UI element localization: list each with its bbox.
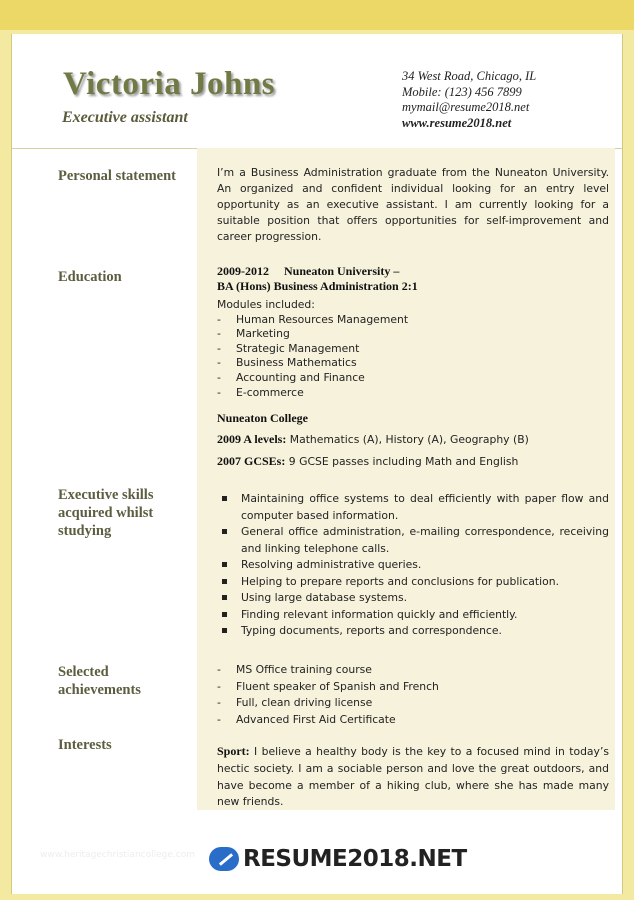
contact-website[interactable]: www.resume2018.net <box>402 115 512 130</box>
candidate-name: Victoria Johns <box>63 66 276 102</box>
list-item: Resolving administrative queries. <box>217 557 609 574</box>
gcse-value: 9 GCSE passes including Math and English <box>285 455 519 469</box>
section-label-education: Education <box>58 269 122 285</box>
modules-intro: Modules included: <box>217 298 315 311</box>
list-item: - Human Resources Management <box>217 313 609 328</box>
gcse-label: 2007 GCSEs: <box>217 454 286 469</box>
top-accent-band <box>0 0 634 30</box>
education-block <box>217 264 609 470</box>
list-item: - MS Office training course <box>217 662 609 679</box>
education-gcses <box>217 453 609 470</box>
list-item: - Strategic Management <box>217 342 609 357</box>
education-university-line2: BA (Hons) Business Administration 2:1 <box>217 279 418 293</box>
education-college: Nuneaton College <box>217 411 308 426</box>
a-levels-value: Mathematics (A), History (A), Geography (B) <box>286 433 529 447</box>
a-levels-label: 2009 A levels: <box>217 432 287 447</box>
contact-email[interactable]: mymail@resume2018.net <box>402 100 530 114</box>
section-label-interests: Interests <box>58 737 112 753</box>
section-label-achievements <box>58 663 141 699</box>
contact-address: 34 West Road, Chicago, IL <box>402 69 537 83</box>
skills-label-line3: studying <box>58 523 112 539</box>
list-item: Maintaining office systems to deal efficiently with paper flow and computer based information. <box>217 491 609 524</box>
contact-mobile: Mobile: (123) 456 7899 <box>402 84 522 99</box>
list-item: - Marketing <box>217 327 609 342</box>
resume2018-logo[interactable] <box>209 846 467 872</box>
interests-sport-label: Sport: <box>217 744 250 758</box>
skills-label-line1: Executive skills <box>58 487 154 503</box>
contact-info <box>402 69 536 131</box>
skills-list <box>217 491 609 640</box>
watermark: www.heritagechristiancollege.com <box>40 850 195 860</box>
section-label-skills <box>58 486 153 540</box>
interests-sport-text: I believe a healthy body is the key to a focused mind in today’s hectic society. I am a sociable person and love the great outdoors, and have become a member of a hiking club, where she has made many new friends. <box>217 745 609 809</box>
interests-text <box>217 743 609 811</box>
achievements-list <box>217 662 609 728</box>
list-item: General office administration, e-mailing correspondence, receiving and linking telephone calls. <box>217 524 609 557</box>
section-label-personal-statement: Personal statement <box>58 168 176 184</box>
pen-icon <box>209 847 239 871</box>
list-item: - Advanced First Aid Certificate <box>217 712 609 729</box>
list-item: - E-commerce <box>217 386 609 401</box>
achievements-label-line1: Selected <box>58 664 109 680</box>
list-item: Finding relevant information quickly and efficiently. <box>217 607 609 624</box>
skills-label-line2: acquired whilst <box>58 505 154 521</box>
achievements-label-line2: achievements <box>58 682 141 698</box>
list-item: - Accounting and Finance <box>217 371 609 386</box>
resume-page <box>11 34 623 894</box>
list-item: - Full, clean driving license <box>217 695 609 712</box>
list-item: - Business Mathematics <box>217 356 609 371</box>
job-title: Executive assistant <box>62 109 188 126</box>
education-university-line1: 2009-2012 Nuneaton University – <box>217 264 400 278</box>
list-item: Using large database systems. <box>217 590 609 607</box>
list-item: Helping to prepare reports and conclusions for publication. <box>217 574 609 591</box>
list-item: - Fluent speaker of Spanish and French <box>217 679 609 696</box>
education-a-levels <box>217 431 609 448</box>
personal-statement-text: I’m a Business Administration graduate from the Nuneaton University. An organized and confident individual looking for an entry level opportunity as an executive assistant. I am currently looking for a suitable position that offers opportunities for self-improvement and career progression. <box>217 166 609 243</box>
modules-list <box>217 313 609 401</box>
logo-text: RESUME2018.NET <box>243 846 467 872</box>
list-item: Typing documents, reports and correspondence. <box>217 623 609 640</box>
